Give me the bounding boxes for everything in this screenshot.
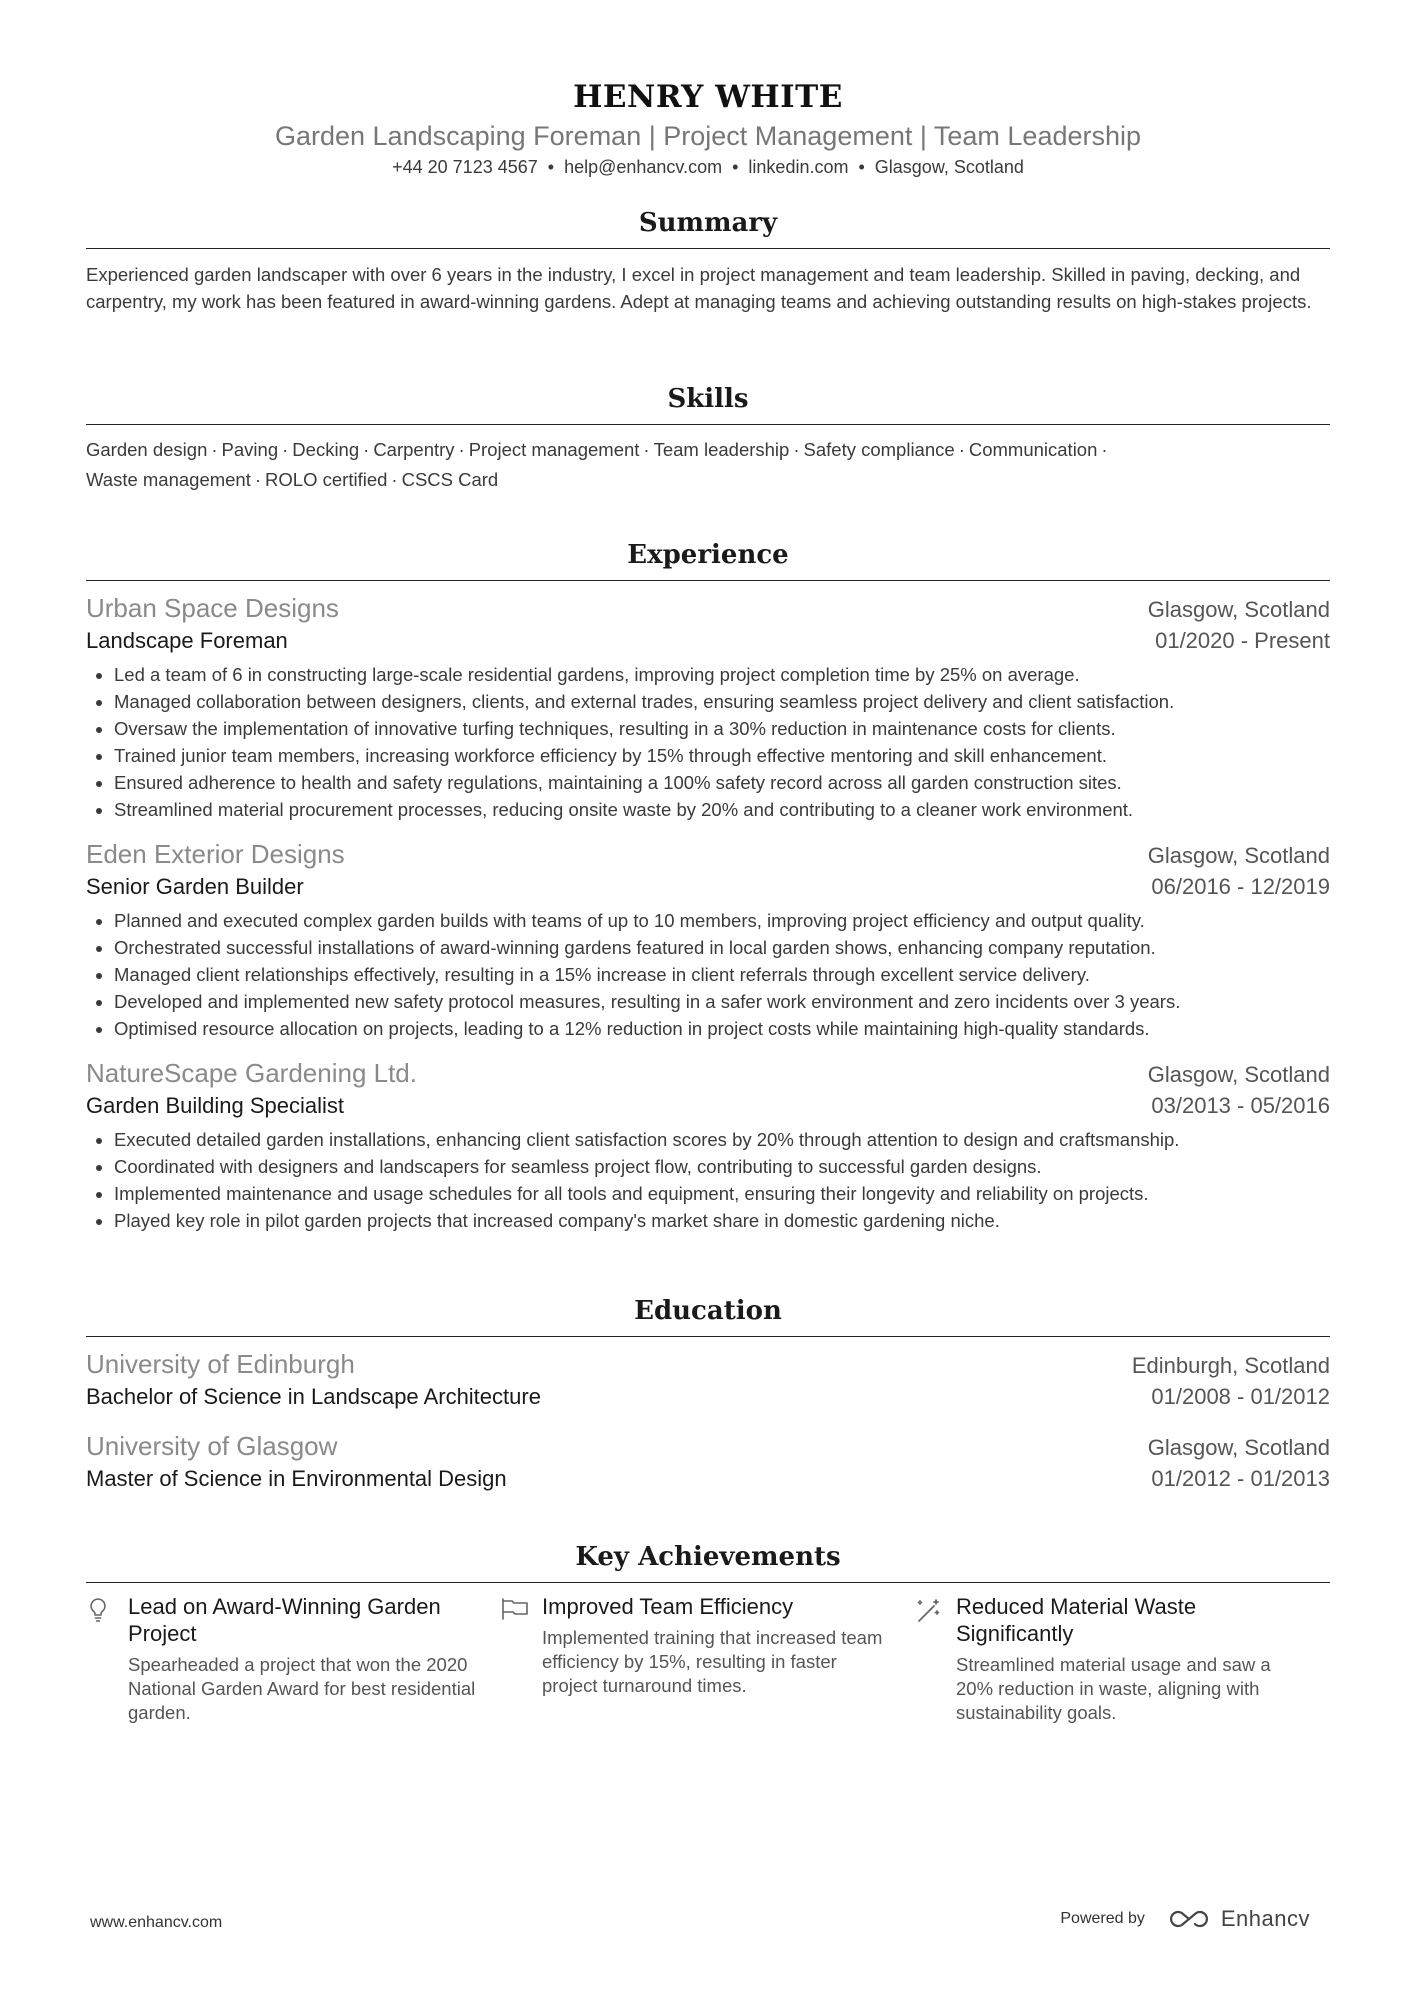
section-divider <box>86 1336 1330 1337</box>
school-name: University of Edinburgh <box>86 1349 355 1379</box>
experience-section <box>86 538 1330 1234</box>
skill-item: Paving <box>221 439 279 460</box>
job-bullet: • Orchestrated successful installations of award-winning gardens featured in local garden shows, enhancing company reputation. <box>114 934 1330 961</box>
achievement-title: Lead on Award-Winning Garden Project <box>128 1594 441 1646</box>
footer-branding <box>1060 1906 1310 1932</box>
location: Glasgow, Scotland <box>874 157 1024 177</box>
job-bullet: • Coordinated with designers and landscapers for seamless project flow, contributing to successful garden designs. <box>114 1153 1330 1180</box>
job-bullet: • Planned and executed complex garden builds with teams of up to 10 members, improving project efficiency and output quality. <box>114 907 1330 934</box>
skill-item: Waste management <box>86 469 251 490</box>
degree: Bachelor of Science in Landscape Architecture <box>86 1384 541 1409</box>
school-location: Edinburgh, Scotland <box>1131 1353 1330 1378</box>
job-bullet: • Led a team of 6 in constructing large-scale residential gardens, improving project completion time by 25% on average. <box>114 661 1330 688</box>
magic-wand-icon <box>914 1597 942 1625</box>
job-title: Garden Building Specialist <box>86 1093 345 1118</box>
skill-item: Carpentry <box>373 439 455 460</box>
job-bullet: • Streamlined material procurement processes, reducing onsite waste by 20% and contributing to a cleaner work environment. <box>114 796 1330 823</box>
achievement-title: Reduced Material Waste Significantly <box>956 1594 1197 1646</box>
achievements-grid <box>86 1593 1330 1725</box>
job-title: Senior Garden Builder <box>86 874 304 899</box>
achievement-item <box>914 1593 1328 1725</box>
job-entry <box>86 1056 1330 1234</box>
achievement-item <box>500 1593 914 1725</box>
section-title-summary: Summary <box>638 208 778 238</box>
job-entry <box>86 591 1330 823</box>
skills-section <box>86 382 1330 495</box>
education-entry <box>86 1347 1330 1413</box>
education-section <box>86 1294 1330 1495</box>
job-bullets <box>86 661 1330 823</box>
school-location: Glasgow, Scotland <box>1147 1435 1330 1460</box>
section-divider <box>86 580 1330 581</box>
job-bullet: • Optimised resource allocation on projects, leading to a 12% reduction in project costs while maintaining high-quality standards. <box>114 1015 1330 1042</box>
job-bullet: • Oversaw the implementation of innovative turfing techniques, resulting in a 30% reduction in maintenance costs for clients. <box>114 715 1330 742</box>
achievement-description: Spearheaded a project that won the 2020 National Garden Award for best residential garden. <box>128 1654 476 1723</box>
powered-by-label: Powered by <box>1060 1910 1145 1927</box>
achievement-description: Streamlined material usage and saw a 20% reduction in waste, aligning with sustainability goals. <box>956 1654 1271 1723</box>
job-bullet: • Implemented maintenance and usage schedules for all tools and equipment, ensuring their longevity and reliability on projects. <box>114 1180 1330 1207</box>
school-name: University of Glasgow <box>86 1431 338 1461</box>
job-bullet: • Trained junior team members, increasing workforce efficiency by 15% through effective mentoring and skill enhancement. <box>114 742 1330 769</box>
skills-list: Garden design · Paving · Decking · Carpentry · Project management · Team leadership · Safety compliance · Communication · Waste management · ROLO certified · CSCS Card <box>86 439 1108 490</box>
achievement-item <box>86 1593 500 1725</box>
lightbulb-icon <box>86 1597 110 1623</box>
degree: Master of Science in Environmental Design <box>86 1466 507 1491</box>
job-location: Glasgow, Scotland <box>1147 843 1330 868</box>
skill-item: Decking <box>292 439 360 460</box>
achievements-section <box>86 1540 1330 1725</box>
achievement-description: Implemented training that increased team efficiency by 15%, resulting in faster project turnaround times. <box>542 1627 883 1696</box>
separator-dot: • <box>858 157 865 177</box>
section-title-skills: Skills <box>667 384 749 414</box>
phone: +44 20 7123 4567 <box>392 157 538 177</box>
job-dates: 03/2013 - 05/2016 <box>1151 1093 1330 1118</box>
job-bullet: • Played key role in pilot garden projects that increased company's market share in domestic gardening niche. <box>114 1207 1330 1234</box>
skill-item: Project management <box>468 439 640 460</box>
education-dates: 01/2008 - 01/2012 <box>1151 1384 1330 1409</box>
resume-page <box>86 0 1330 1723</box>
email[interactable]: help@enhancv.com <box>564 157 723 177</box>
candidate-name: HENRY WHITE <box>573 79 843 115</box>
job-bullet: • Executed detailed garden installations, enhancing client satisfaction scores by 20% through attention to design and craftsmanship. <box>114 1126 1330 1153</box>
job-dates: 06/2016 - 12/2019 <box>1151 874 1330 899</box>
footer-website[interactable]: www.enhancv.com <box>90 1914 223 1931</box>
skill-item: ROLO certified <box>265 469 388 490</box>
job-bullets <box>86 907 1330 1042</box>
section-divider <box>86 248 1330 249</box>
section-title-achievements: Key Achievements <box>575 1542 841 1572</box>
candidate-headline: Garden Landscaping Foreman | Project Management | Team Leadership <box>274 121 1142 151</box>
company-name: NatureScape Gardening Ltd. <box>86 1058 417 1088</box>
skill-item: Communication <box>968 439 1098 460</box>
skill-item: Garden design <box>86 439 208 460</box>
job-bullet: • Managed client relationships effectively, resulting in a 15% increase in client referrals through excellent service delivery. <box>114 961 1330 988</box>
section-title-education: Education <box>634 1296 782 1326</box>
achievement-title: Improved Team Efficiency <box>542 1594 794 1619</box>
enhancv-logo-icon <box>1167 1907 1213 1931</box>
job-entry <box>86 837 1330 1042</box>
job-location: Glasgow, Scotland <box>1147 1062 1330 1087</box>
separator-dot: • <box>732 157 739 177</box>
job-location: Glasgow, Scotland <box>1147 597 1330 622</box>
job-bullet: • Ensured adherence to health and safety regulations, maintaining a 100% safety record across all garden construction sites. <box>114 769 1330 796</box>
summary-text: Experienced garden landscaper with over 6 years in the industry, I excel in project management and team leadership. Skilled in paving, decking, and carpentry, my work has been featured in award-winning gardens. Adept at managing teams and achieving outstanding results on high-stakes projects. <box>86 264 1312 312</box>
education-entry <box>86 1429 1330 1495</box>
separator-dot: • <box>547 157 555 177</box>
job-title: Landscape Foreman <box>86 628 288 653</box>
job-dates: 01/2020 - Present <box>1155 628 1330 653</box>
summary-section <box>86 206 1330 315</box>
section-divider <box>86 424 1330 425</box>
skill-item: CSCS Card <box>401 469 499 490</box>
education-dates: 01/2012 - 01/2013 <box>1151 1466 1330 1491</box>
job-bullet: • Developed and implemented new safety protocol measures, resulting in a safer work environment and zero incidents over 3 years. <box>114 988 1330 1015</box>
section-title-experience: Experience <box>627 540 789 570</box>
company-name: Eden Exterior Designs <box>86 839 345 869</box>
job-bullets <box>86 1126 1330 1234</box>
company-name: Urban Space Designs <box>86 593 339 623</box>
brand-name[interactable]: Enhancv <box>1220 1906 1310 1931</box>
job-bullet: • Managed collaboration between designers, clients, and external trades, ensuring seamless project delivery and client satisfaction. <box>114 688 1330 715</box>
resume-header <box>86 0 1330 179</box>
contact-line <box>86 155 1330 179</box>
skill-item: Team leadership <box>653 439 790 460</box>
flag-icon <box>500 1597 530 1621</box>
skill-item: Safety compliance <box>803 439 955 460</box>
linkedin-link[interactable]: linkedin.com <box>748 157 849 177</box>
section-divider <box>86 1582 1330 1583</box>
